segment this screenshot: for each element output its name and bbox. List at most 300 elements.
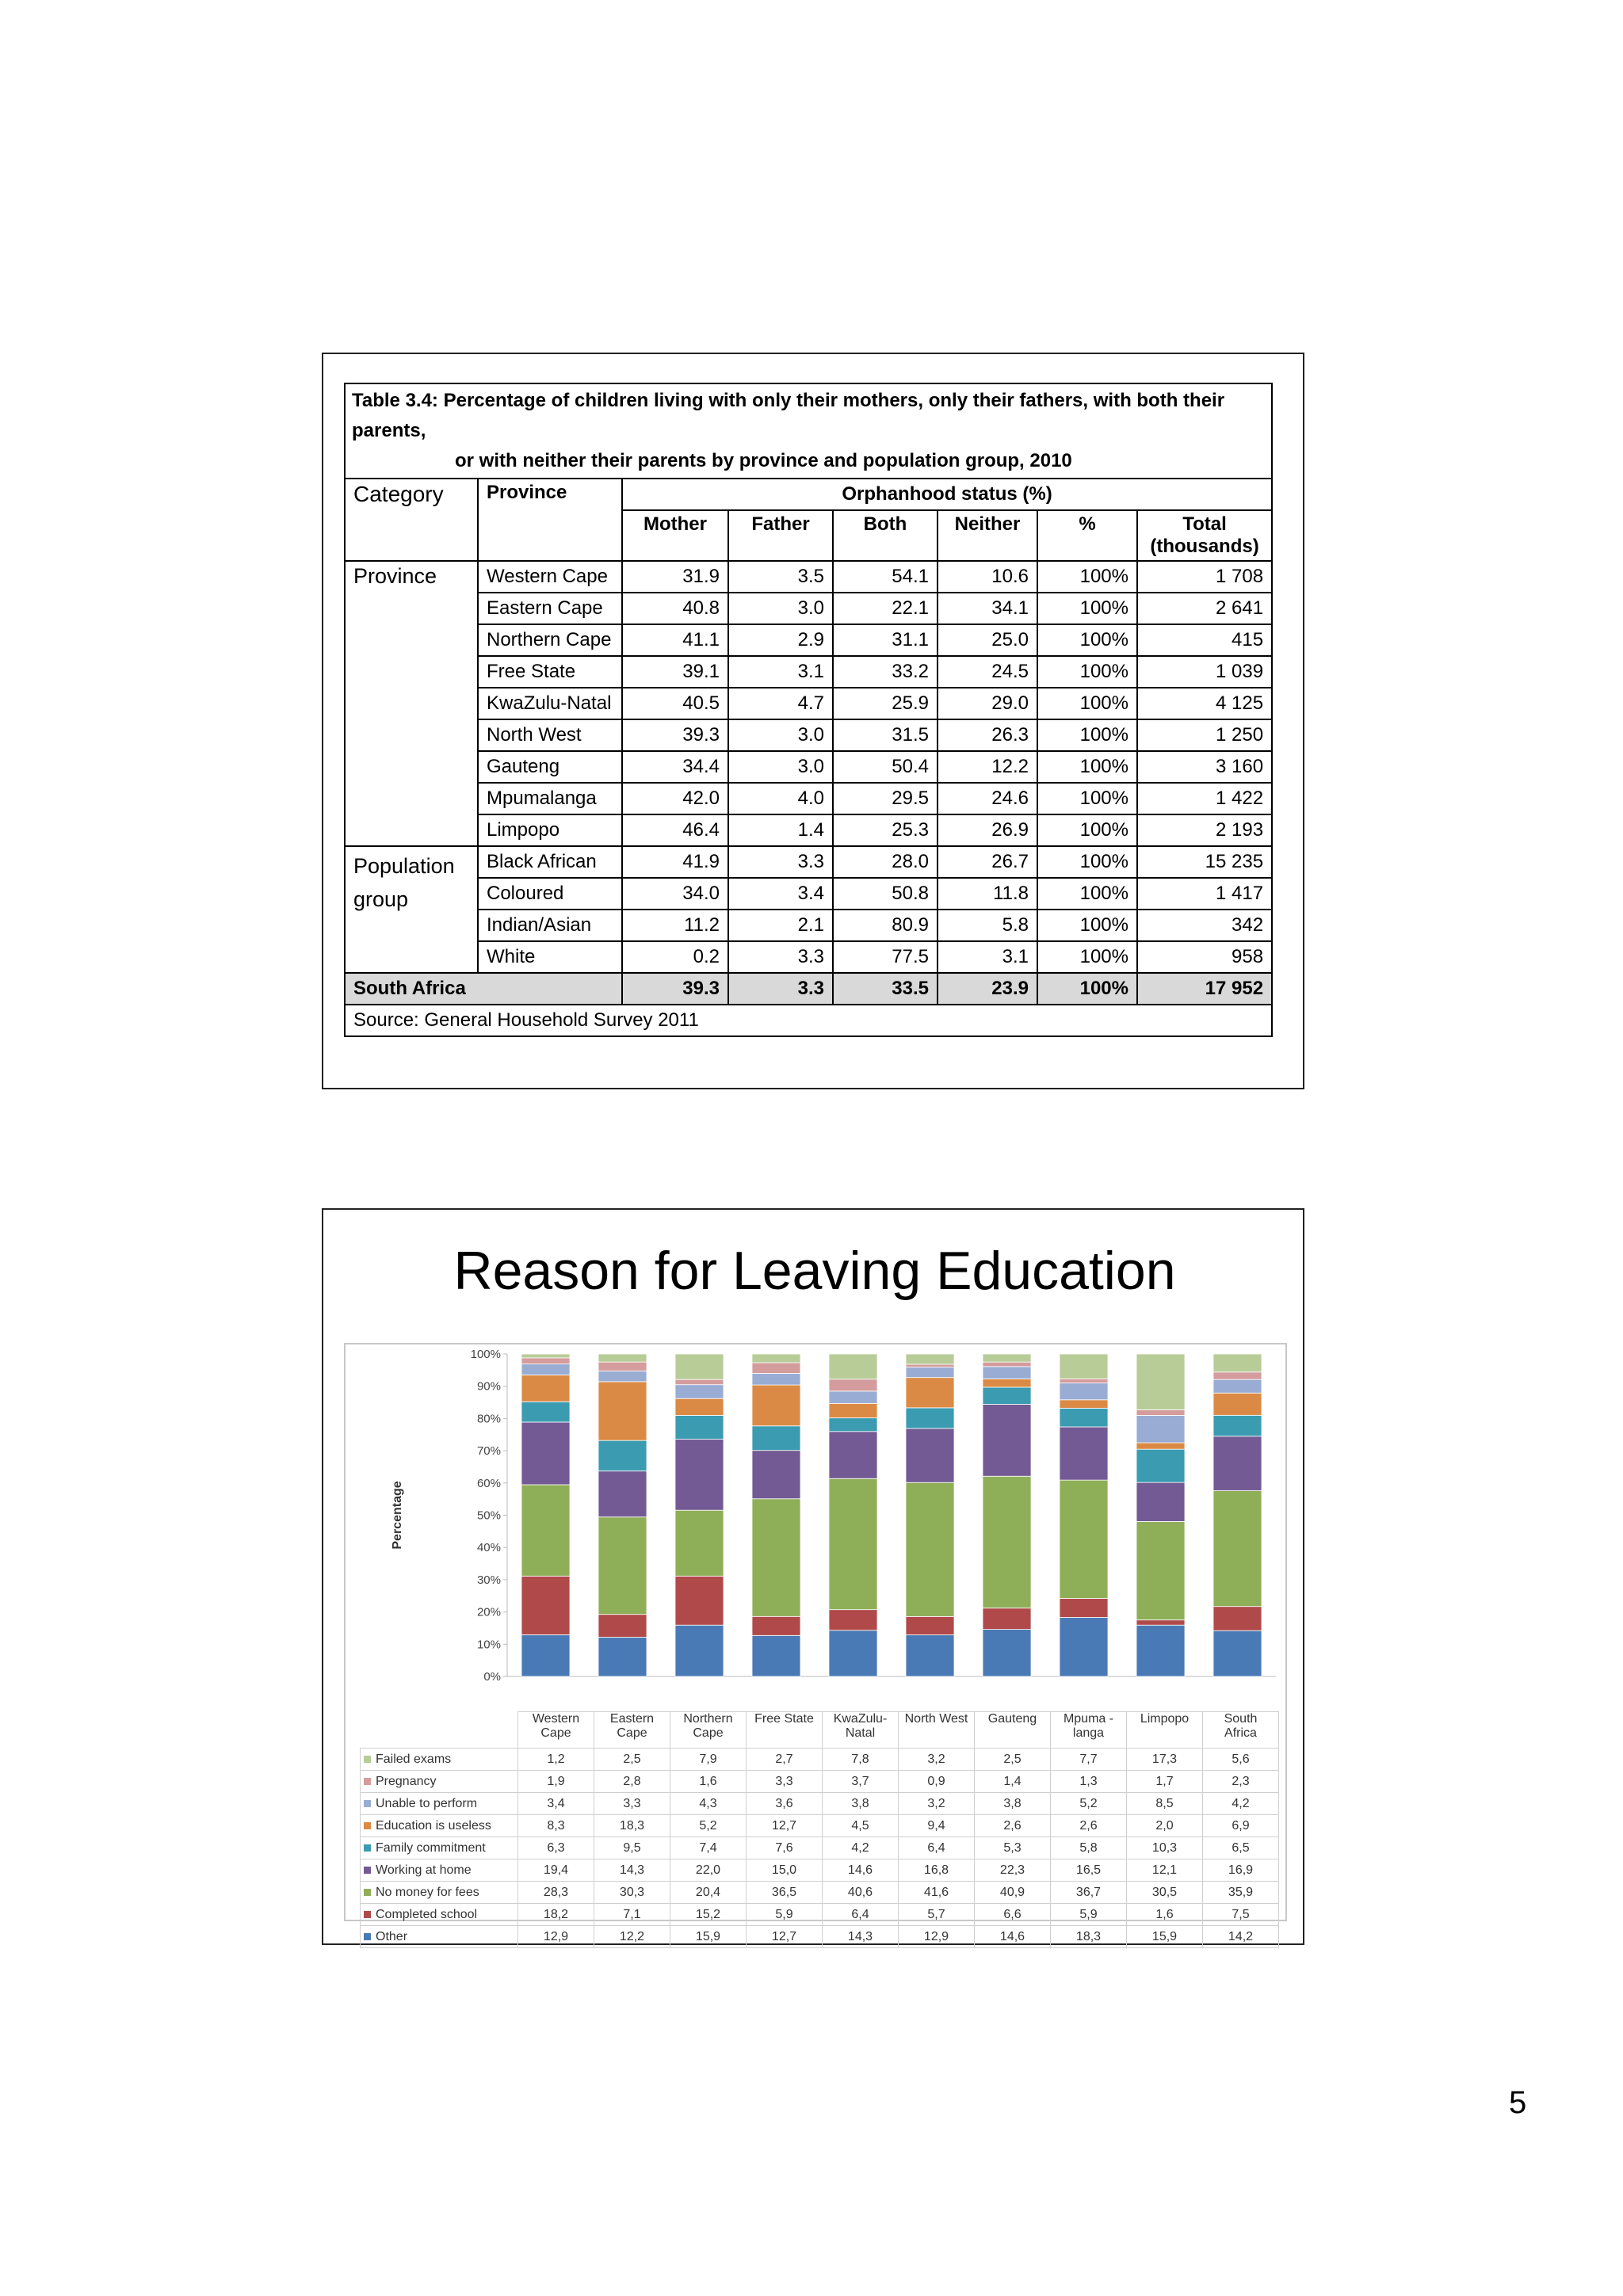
data-label: 22,3 — [975, 1859, 1051, 1882]
x-tick-label-line: Natal — [845, 1726, 876, 1740]
table-row — [345, 878, 1272, 910]
bar-segment — [1060, 1379, 1108, 1383]
header-province: Province — [478, 479, 622, 510]
bar-segment — [983, 1362, 1031, 1367]
data-label: 3,3 — [747, 1771, 823, 1793]
total-cell-both: 33.5 — [833, 973, 938, 1005]
header-category: Category — [345, 479, 478, 510]
bar-segment — [1213, 1436, 1262, 1491]
total-cell-pct: 100% — [1037, 973, 1137, 1005]
data-label: 12,1 — [1127, 1859, 1203, 1882]
data-label: 6,6 — [975, 1904, 1051, 1926]
bar-segment — [1060, 1354, 1108, 1379]
bar-segment — [752, 1635, 800, 1676]
x-tick-label-line: Northern — [683, 1712, 733, 1726]
data-label: 5,9 — [1051, 1904, 1127, 1926]
cell-neither: 26.7 — [938, 846, 1037, 878]
data-label: 19,4 — [518, 1859, 594, 1882]
row-label: Limpopo — [478, 814, 622, 846]
data-label: 41,6 — [899, 1882, 975, 1904]
bar-segment — [1213, 1415, 1262, 1436]
cell-pct: 100% — [1037, 624, 1137, 656]
data-label: 5,3 — [975, 1837, 1051, 1859]
bar-segment — [906, 1635, 954, 1676]
bar-segment — [906, 1482, 954, 1616]
cell-pct: 100% — [1037, 783, 1137, 814]
cell-total: 1 417 — [1137, 878, 1272, 910]
total-cell-neither: 23.9 — [938, 973, 1037, 1005]
orphanhood-table-container — [344, 383, 1271, 1037]
y-tick-label: 60% — [476, 1476, 501, 1490]
y-tick-label: 20% — [476, 1605, 501, 1619]
data-table-row — [361, 1771, 1279, 1793]
header-total-label: Total — [1182, 513, 1227, 535]
cell-neither: 5.8 — [938, 910, 1037, 941]
bar-segment — [906, 1367, 954, 1378]
bar-segment — [598, 1637, 647, 1676]
header-province-spacer — [478, 510, 622, 561]
bar-segment — [752, 1363, 800, 1373]
data-label: 36,7 — [1051, 1882, 1127, 1904]
cell-pct: 100% — [1037, 656, 1137, 688]
header-category-spacer — [345, 510, 478, 561]
cell-both: 54.1 — [833, 561, 938, 593]
cell-father: 3.3 — [728, 846, 833, 878]
cell-neither: 10.6 — [938, 561, 1037, 593]
bar-segment — [829, 1403, 877, 1417]
cell-both: 80.9 — [833, 910, 938, 941]
data-label: 9,5 — [594, 1837, 670, 1859]
bar-segment — [521, 1364, 570, 1375]
cell-both: 33.2 — [833, 656, 938, 688]
cell-neither: 29.0 — [938, 688, 1037, 719]
data-label: 3,4 — [518, 1793, 594, 1815]
table-caption — [345, 383, 1272, 479]
data-label: 16,8 — [899, 1859, 975, 1882]
bar-segment — [675, 1510, 724, 1576]
row-label: Black African — [478, 846, 622, 878]
row-label: Northern Cape — [478, 624, 622, 656]
cell-pct: 100% — [1037, 814, 1137, 846]
data-label: 2,6 — [1051, 1815, 1127, 1837]
bar-segment — [598, 1440, 647, 1471]
data-label: 14,3 — [823, 1926, 899, 1948]
bar-segment — [675, 1398, 724, 1415]
bar-segment — [521, 1485, 570, 1576]
x-tick-label-line: South — [1224, 1712, 1258, 1726]
x-tick-label-line: Africa — [1224, 1726, 1257, 1740]
bar-segment — [598, 1371, 647, 1382]
data-label: 1,7 — [1127, 1771, 1203, 1793]
x-tick-label-line: Free State — [754, 1712, 814, 1726]
bar-segment — [1213, 1491, 1262, 1607]
bar-segment — [906, 1616, 954, 1634]
data-label: 2,5 — [594, 1749, 670, 1771]
bar-segment — [1213, 1607, 1262, 1631]
data-table-row — [361, 1926, 1279, 1948]
bar-segment — [675, 1440, 724, 1511]
bar-segment — [752, 1616, 800, 1635]
table-row — [345, 846, 1272, 878]
data-label: 7,4 — [670, 1837, 747, 1859]
bar-segment — [829, 1418, 877, 1432]
data-label: 6,4 — [823, 1904, 899, 1926]
data-label: 5,8 — [1051, 1837, 1127, 1859]
data-label: 15,9 — [1127, 1926, 1203, 1948]
total-cell-mother: 39.3 — [622, 973, 728, 1005]
data-label: 16,5 — [1051, 1859, 1127, 1882]
table-row — [345, 624, 1272, 656]
cell-pct: 100% — [1037, 910, 1137, 941]
data-label: 2,5 — [975, 1749, 1051, 1771]
x-tick-label-line: Cape — [617, 1726, 647, 1740]
table-row — [345, 751, 1272, 783]
data-table-row — [361, 1749, 1279, 1771]
bar-segment — [521, 1358, 570, 1364]
cell-pct: 100% — [1037, 561, 1137, 593]
cell-total: 415 — [1137, 624, 1272, 656]
data-label: 30,5 — [1127, 1882, 1203, 1904]
data-table-header-row — [361, 1712, 1279, 1749]
table-row — [345, 656, 1272, 688]
bar-segment — [675, 1576, 724, 1625]
cell-both: 77.5 — [833, 941, 938, 973]
chart-slide — [322, 1208, 1304, 1945]
data-label: 8,5 — [1127, 1793, 1203, 1815]
x-tick-label-line: Gauteng — [987, 1712, 1037, 1726]
legend-label: Education is useless — [376, 1818, 491, 1833]
row-label: KwaZulu-Natal — [478, 688, 622, 719]
legend-entry — [361, 1904, 518, 1926]
cell-both: 29.5 — [833, 783, 938, 814]
data-label: 3,6 — [747, 1793, 823, 1815]
bar-segment — [906, 1408, 954, 1428]
x-tick-label-line: Cape — [540, 1726, 571, 1740]
row-label: Coloured — [478, 878, 622, 910]
x-tick-label — [594, 1712, 670, 1749]
data-label: 1,6 — [1127, 1904, 1203, 1926]
data-label: 6,9 — [1203, 1815, 1279, 1837]
cell-total: 2 641 — [1137, 593, 1272, 624]
bar-segment — [1060, 1599, 1108, 1618]
bar-segment — [983, 1367, 1031, 1379]
header-father: Father — [728, 510, 833, 561]
bar-segment — [752, 1373, 800, 1385]
header-total-unit: (thousands) — [1150, 536, 1259, 557]
bar-segment — [675, 1354, 724, 1379]
data-label: 7,1 — [594, 1904, 670, 1926]
cell-total: 1 250 — [1137, 719, 1272, 751]
cell-pct: 100% — [1037, 846, 1137, 878]
data-label: 7,9 — [670, 1749, 747, 1771]
bar-segment — [829, 1630, 877, 1676]
x-tick-label — [670, 1712, 747, 1749]
table-caption-line-1: Table 3.4: Percentage of children living with only their mothers, only their fathers, with both their parents, — [352, 390, 1225, 441]
data-label: 2,0 — [1127, 1815, 1203, 1837]
cell-both: 28.0 — [833, 846, 938, 878]
x-tick-label-line: Mpuma - — [1063, 1712, 1114, 1726]
data-label: 15,2 — [670, 1904, 747, 1926]
data-label: 40,6 — [823, 1882, 899, 1904]
cell-pct: 100% — [1037, 751, 1137, 783]
bar-segment — [675, 1415, 724, 1439]
data-label: 3,2 — [899, 1749, 975, 1771]
table-row — [345, 593, 1272, 624]
data-label: 3,8 — [823, 1793, 899, 1815]
data-label: 5,2 — [670, 1815, 747, 1837]
data-table-row — [361, 1904, 1279, 1926]
row-label: North West — [478, 719, 622, 751]
cell-both: 25.3 — [833, 814, 938, 846]
bar-segment — [1136, 1354, 1185, 1409]
data-label: 9,4 — [899, 1815, 975, 1837]
bar-segment — [752, 1385, 800, 1426]
total-cell-father: 3.3 — [728, 973, 833, 1005]
data-label: 7,7 — [1051, 1749, 1127, 1771]
cell-total: 342 — [1137, 910, 1272, 941]
legend-swatch — [364, 1933, 371, 1940]
data-label: 6,4 — [899, 1837, 975, 1859]
x-tick-label — [1127, 1712, 1203, 1749]
data-table-row — [361, 1882, 1279, 1904]
x-tick-label-line: North West — [904, 1712, 968, 1726]
cell-total: 958 — [1137, 941, 1272, 973]
cell-total: 4 125 — [1137, 688, 1272, 719]
bar-segment — [521, 1375, 570, 1402]
cell-neither: 34.1 — [938, 593, 1037, 624]
header-both: Both — [833, 510, 938, 561]
table-row — [345, 814, 1272, 846]
cell-mother: 0.2 — [622, 941, 728, 973]
bar-segment — [906, 1428, 954, 1482]
bar-segment — [521, 1576, 570, 1634]
cell-neither: 26.9 — [938, 814, 1037, 846]
x-tick-label — [899, 1712, 975, 1749]
legend-swatch — [364, 1867, 371, 1874]
bar-segment — [598, 1615, 647, 1638]
data-table-row — [361, 1859, 1279, 1882]
bar-segment — [829, 1379, 877, 1391]
data-label: 18,2 — [518, 1904, 594, 1926]
y-tick-label: 0% — [483, 1670, 501, 1684]
bar-segment — [598, 1471, 647, 1517]
data-label: 12,2 — [594, 1926, 670, 1948]
cell-total: 1 708 — [1137, 561, 1272, 593]
bar-segment — [1060, 1408, 1108, 1427]
bar-segment — [752, 1451, 800, 1499]
cell-mother: 41.1 — [622, 624, 728, 656]
cell-mother: 42.0 — [622, 783, 728, 814]
cell-pct: 100% — [1037, 719, 1137, 751]
bar-segment — [829, 1391, 877, 1403]
table-slide — [322, 353, 1304, 1089]
cell-neither: 11.8 — [938, 878, 1037, 910]
legend-label: Failed exams — [376, 1752, 452, 1766]
cell-mother: 40.8 — [622, 593, 728, 624]
data-label: 10,3 — [1127, 1837, 1203, 1859]
legend-swatch — [364, 1800, 371, 1807]
legend-label: Pregnancy — [376, 1774, 437, 1788]
cell-both: 50.4 — [833, 751, 938, 783]
bar-segment — [598, 1354, 647, 1362]
bar-segment — [1136, 1620, 1185, 1626]
data-label: 28,3 — [518, 1882, 594, 1904]
x-tick-label-line: Limpopo — [1140, 1712, 1190, 1726]
cell-father: 3.0 — [728, 719, 833, 751]
cell-neither: 26.3 — [938, 719, 1037, 751]
cell-mother: 40.5 — [622, 688, 728, 719]
bar-segment — [752, 1499, 800, 1617]
legend-entry — [361, 1926, 518, 1948]
data-label: 6,3 — [518, 1837, 594, 1859]
data-label: 4,5 — [823, 1815, 899, 1837]
legend-label: Family commitment — [376, 1840, 486, 1855]
bar-segment — [521, 1354, 570, 1358]
bar-segment — [983, 1387, 1031, 1405]
y-tick-label: 80% — [476, 1412, 501, 1426]
cell-father: 1.4 — [728, 814, 833, 846]
data-label: 12,7 — [747, 1815, 823, 1837]
cell-neither: 25.0 — [938, 624, 1037, 656]
data-label: 18,3 — [1051, 1926, 1127, 1948]
data-label: 5,9 — [747, 1904, 823, 1926]
data-label: 12,7 — [747, 1926, 823, 1948]
legend-entry — [361, 1882, 518, 1904]
legend-entry — [361, 1749, 518, 1771]
y-tick-label: 10% — [476, 1638, 501, 1652]
bar-segment — [675, 1385, 724, 1399]
bar-segment — [1213, 1372, 1262, 1379]
chart-data-table — [360, 1711, 1279, 1948]
data-label: 35,9 — [1203, 1882, 1279, 1904]
bar-segment — [829, 1354, 877, 1379]
orphanhood-table — [344, 383, 1273, 1037]
row-label: Gauteng — [478, 751, 622, 783]
header-mother: Mother — [622, 510, 728, 561]
x-tick-label-line: KwaZulu- — [833, 1712, 888, 1726]
y-tick-label: 90% — [476, 1379, 501, 1394]
data-label: 2,6 — [975, 1815, 1051, 1837]
bar-segment — [752, 1354, 800, 1363]
legend-swatch — [364, 1822, 371, 1829]
cell-father: 3.0 — [728, 593, 833, 624]
legend-label: Working at home — [376, 1863, 472, 1877]
cell-pct: 100% — [1037, 878, 1137, 910]
bar-segment — [1213, 1630, 1262, 1676]
cell-both: 31.5 — [833, 719, 938, 751]
y-tick-label: 30% — [476, 1573, 501, 1587]
bar-segment — [983, 1404, 1031, 1476]
data-label: 2,8 — [594, 1771, 670, 1793]
bar-segment — [1136, 1482, 1185, 1521]
bar-segment — [1213, 1379, 1262, 1393]
row-label: Indian/Asian — [478, 910, 622, 941]
bar-segment — [906, 1378, 954, 1408]
table-row-total — [345, 973, 1272, 1005]
bar-segment — [983, 1354, 1031, 1362]
cell-mother: 41.9 — [622, 846, 728, 878]
cell-father: 3.5 — [728, 561, 833, 593]
cell-mother: 39.1 — [622, 656, 728, 688]
data-label: 1,2 — [518, 1749, 594, 1771]
legend-swatch — [364, 1778, 371, 1785]
bar-segment — [829, 1432, 877, 1478]
bar-segment — [829, 1478, 877, 1609]
cell-pct: 100% — [1037, 941, 1137, 973]
bar-segment — [1136, 1415, 1185, 1443]
data-table-row — [361, 1837, 1279, 1859]
data-label: 16,9 — [1203, 1859, 1279, 1882]
page-number: 5 — [1509, 2085, 1527, 2120]
cell-both: 22.1 — [833, 593, 938, 624]
data-label: 36,5 — [747, 1882, 823, 1904]
table-source: Source: General Household Survey 2011 — [345, 1005, 1272, 1036]
legend-label: Completed school — [376, 1907, 478, 1921]
legend-label: No money for fees — [376, 1885, 479, 1899]
data-label: 30,3 — [594, 1882, 670, 1904]
data-label: 22,0 — [670, 1859, 747, 1882]
category-population-group — [345, 846, 478, 973]
bar-segment — [1060, 1480, 1108, 1598]
cell-mother: 31.9 — [622, 561, 728, 593]
legend-swatch — [364, 1911, 371, 1918]
x-tick-label — [518, 1712, 594, 1749]
bar-segment — [983, 1476, 1031, 1608]
bar-segment — [829, 1610, 877, 1630]
cell-mother: 11.2 — [622, 910, 728, 941]
bar-segment — [906, 1354, 954, 1364]
cell-father: 2.9 — [728, 624, 833, 656]
table-source-row — [345, 1005, 1272, 1036]
data-label: 14,3 — [594, 1859, 670, 1882]
bar-segment — [675, 1379, 724, 1385]
cell-father: 3.3 — [728, 941, 833, 973]
data-label: 8,3 — [518, 1815, 594, 1837]
data-label: 3,3 — [594, 1793, 670, 1815]
data-label: 7,5 — [1203, 1904, 1279, 1926]
cell-father: 3.4 — [728, 878, 833, 910]
bar-segment — [1060, 1400, 1108, 1409]
header-orphanhood-status: Orphanhood status (%) — [622, 479, 1272, 510]
data-label: 5,2 — [1051, 1793, 1127, 1815]
table-row — [345, 783, 1272, 814]
cell-pct: 100% — [1037, 688, 1137, 719]
legend-swatch — [364, 1756, 371, 1763]
legend-entry — [361, 1793, 518, 1815]
table-caption-line-2: or with neither their parents by province and population group, 2010 — [455, 450, 1072, 471]
legend-entry — [361, 1837, 518, 1859]
legend-label: Unable to perform — [376, 1796, 478, 1810]
legend-entry — [361, 1771, 518, 1793]
y-tick-label: 40% — [476, 1541, 501, 1555]
data-label: 15,0 — [747, 1859, 823, 1882]
bar-segment — [1136, 1443, 1185, 1449]
data-label: 3,7 — [823, 1771, 899, 1793]
table-row — [345, 688, 1272, 719]
row-label: Western Cape — [478, 561, 622, 593]
category-population-line-2: group — [353, 887, 409, 911]
cell-both: 25.9 — [833, 688, 938, 719]
bar-segment — [1213, 1393, 1262, 1415]
data-label: 7,8 — [823, 1749, 899, 1771]
y-axis-label: Percentage — [391, 1481, 404, 1550]
bar-segment — [1136, 1449, 1185, 1482]
cell-total: 3 160 — [1137, 751, 1272, 783]
cell-total: 2 193 — [1137, 814, 1272, 846]
data-label: 4,3 — [670, 1793, 747, 1815]
bar-segment — [675, 1625, 724, 1676]
bar-segment — [598, 1362, 647, 1371]
